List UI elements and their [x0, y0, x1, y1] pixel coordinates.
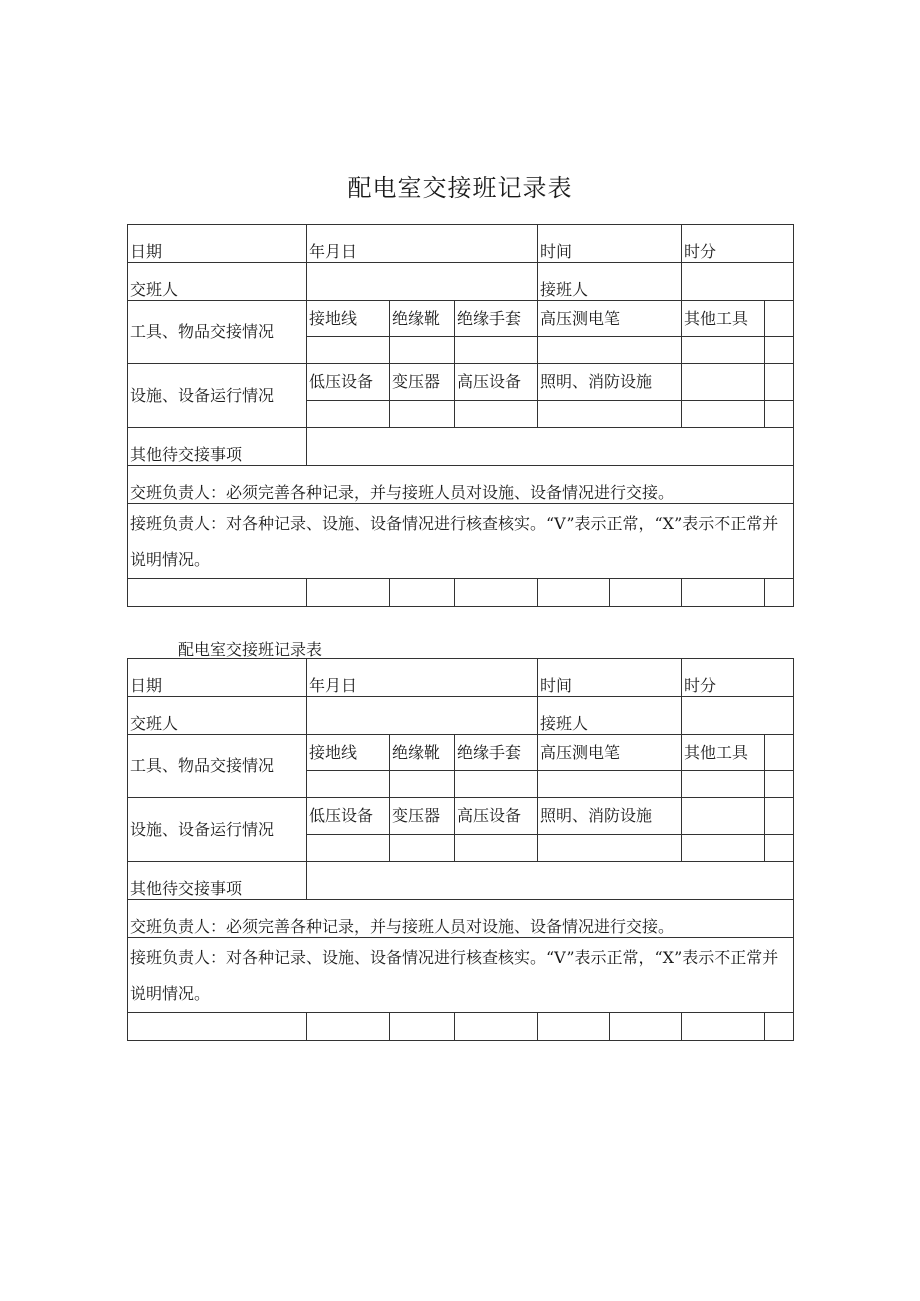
- blank-cell: [455, 835, 538, 862]
- blank-cell: [455, 579, 538, 607]
- blank-cell: [455, 337, 538, 364]
- time-value: 时分: [682, 659, 794, 697]
- date-value: 年月日: [307, 659, 538, 697]
- facility-lv-equipment: 低压设备: [307, 798, 390, 835]
- blank-cell: [682, 771, 765, 798]
- tools-label: 工具、物品交接情况: [128, 301, 307, 364]
- tool-insulated-boots: 绝缘靴: [390, 301, 455, 337]
- tool-insulated-gloves: 绝缘手套: [455, 735, 538, 771]
- blank-cell: [765, 1013, 794, 1041]
- handover-person-label: 交班人: [128, 697, 307, 735]
- blank-cell: [307, 771, 390, 798]
- takeover-person-value: [682, 697, 794, 735]
- page-title: 配电室交接班记录表: [347, 174, 573, 202]
- facility-lighting-fire: 照明、消防设施: [538, 798, 682, 835]
- blank-cell: [538, 337, 682, 364]
- blank-cell: [390, 337, 455, 364]
- tool-insulated-boots: 绝缘靴: [390, 735, 455, 771]
- blank-cell: [538, 771, 682, 798]
- blank-cell: [682, 401, 765, 428]
- tool-grounding-wire: 接地线: [307, 301, 390, 337]
- blank-cell: [682, 835, 765, 862]
- blank-cell: [307, 1013, 390, 1041]
- blank-cell: [538, 1013, 610, 1041]
- time-label: 时间: [538, 659, 682, 697]
- blank-cell: [765, 337, 794, 364]
- other-items-label: 其他待交接事项: [128, 862, 307, 900]
- takeover-person-label: 接班人: [538, 697, 682, 735]
- facility-hv-equipment: 高压设备: [455, 364, 538, 401]
- tool-insulated-gloves: 绝缘手套: [455, 301, 538, 337]
- blank-cell: [610, 1013, 682, 1041]
- facility-transformer: 变压器: [390, 798, 455, 835]
- takeover-person-label: 接班人: [538, 263, 682, 301]
- blank-cell: [455, 1013, 538, 1041]
- date-label: 日期: [128, 659, 307, 697]
- other-items-label: 其他待交接事项: [128, 428, 307, 466]
- tool-other: 其他工具: [682, 301, 765, 337]
- handover-duty-note: 交班负责人：必须完善各种记录，并与接班人员对设施、设备情况进行交接。: [128, 900, 794, 938]
- blank-cell: [765, 798, 794, 835]
- facility-lv-equipment: 低压设备: [307, 364, 390, 401]
- takeover-duty-note: 接班负责人：对各种记录、设施、设备情况进行核查核实。“V”表示正常，“X”表示不正常并说明情况。: [128, 938, 794, 1013]
- tools-label: 工具、物品交接情况: [128, 735, 307, 798]
- tool-grounding-wire: 接地线: [307, 735, 390, 771]
- handover-person-value: [307, 697, 538, 735]
- other-items-value: [307, 862, 794, 900]
- blank-cell: [765, 301, 794, 337]
- blank-cell: [390, 1013, 455, 1041]
- blank-cell: [682, 364, 765, 401]
- blank-cell: [682, 579, 765, 607]
- blank-cell: [307, 579, 390, 607]
- blank-cell: [455, 401, 538, 428]
- blank-cell: [390, 401, 455, 428]
- blank-cell: [307, 835, 390, 862]
- blank-cell: [765, 735, 794, 771]
- takeover-duty-note: 接班负责人：对各种记录、设施、设备情况进行核查核实。“V”表示正常，“X”表示不正常并说明情况。: [128, 504, 794, 579]
- blank-cell: [765, 401, 794, 428]
- handover-table-2: [127, 658, 794, 1041]
- takeover-person-value: [682, 263, 794, 301]
- date-label: 日期: [128, 225, 307, 263]
- facility-lighting-fire: 照明、消防设施: [538, 364, 682, 401]
- handover-table-1: [127, 224, 794, 607]
- blank-cell: [538, 835, 682, 862]
- blank-cell: [765, 771, 794, 798]
- tool-hv-tester: 高压测电笔: [538, 735, 682, 771]
- blank-cell: [682, 798, 765, 835]
- handover-person-label: 交班人: [128, 263, 307, 301]
- section-title: 配电室交接班记录表: [178, 640, 323, 659]
- handover-duty-note: 交班负责人：必须完善各种记录，并与接班人员对设施、设备情况进行交接。: [128, 466, 794, 504]
- blank-cell: [682, 337, 765, 364]
- blank-cell: [128, 579, 307, 607]
- blank-cell: [390, 835, 455, 862]
- blank-cell: [128, 1013, 307, 1041]
- blank-cell: [765, 364, 794, 401]
- blank-cell: [765, 835, 794, 862]
- tool-hv-tester: 高压测电笔: [538, 301, 682, 337]
- blank-cell: [610, 579, 682, 607]
- facility-hv-equipment: 高压设备: [455, 798, 538, 835]
- blank-cell: [455, 771, 538, 798]
- blank-cell: [682, 1013, 765, 1041]
- time-label: 时间: [538, 225, 682, 263]
- time-value: 时分: [682, 225, 794, 263]
- facility-transformer: 变压器: [390, 364, 455, 401]
- handover-person-value: [307, 263, 538, 301]
- other-items-value: [307, 428, 794, 466]
- blank-cell: [307, 337, 390, 364]
- blank-cell: [538, 579, 610, 607]
- date-value: 年月日: [307, 225, 538, 263]
- facilities-label: 设施、设备运行情况: [128, 798, 307, 862]
- blank-cell: [390, 771, 455, 798]
- blank-cell: [538, 401, 682, 428]
- tool-other: 其他工具: [682, 735, 765, 771]
- blank-cell: [390, 579, 455, 607]
- facilities-label: 设施、设备运行情况: [128, 364, 307, 428]
- blank-cell: [307, 401, 390, 428]
- blank-cell: [765, 579, 794, 607]
